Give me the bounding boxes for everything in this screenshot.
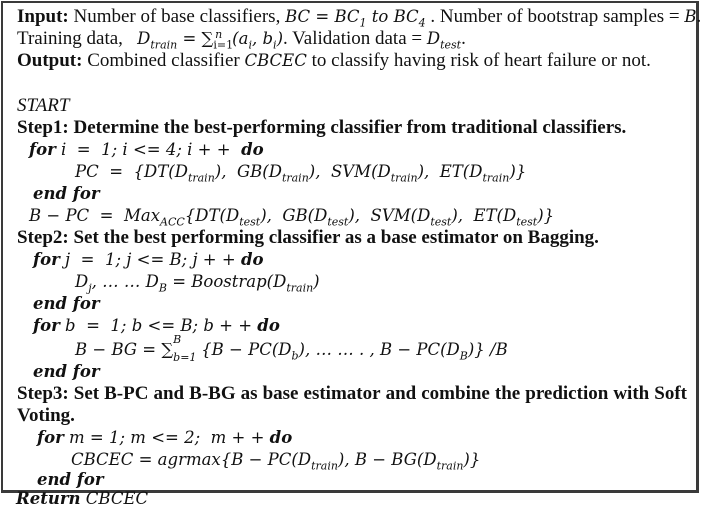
d-train-expression: $D_{train} = \sum_{i=1}^n$ ($a_i$, $b_i$) [137,27,283,52]
step3-title: Step3: Set B-PC and B-BG as base estimator and combine the prediction with Soft [17,383,687,404]
input-label: Input: [17,6,69,27]
start-label: START [17,95,70,116]
step3-for-line: for m = 1; m <= 2; m + + do [37,428,293,447]
step2-bootstrap-line: $D_j$, … … $D_B$ = $Boostrap(D_{train})$ [75,272,320,295]
step2-end-for-1: end for [33,294,100,313]
step1-for-line: for i = 1; i <= 4; i + + do [29,140,264,159]
output-line: Output: Combined classifier CBCEC to classify having risk of heart failure or not. [17,50,651,71]
algorithm-box [1,1,702,493]
output-label: Output: [17,50,83,71]
training-line: Training data, $D_{train} = \sum_{i=1}^n$ ($a_i$, $b_i$). Validation data = $D_{test}$. [17,27,466,52]
bc-expression: BC = $BC_1$ to $BC_4$ [285,7,426,30]
input-line: Input: Number of base classifiers, BC = $BC_1$ to $BC_4$ . Number of bootstrap samples = B. [17,6,702,30]
step1-bpc-line: B − PC = $Max_{ACC}\{DT(D_{test})$, $GB(D_{test})$, $SVM(D_{test})$, $ET(D_{test})$} [29,206,555,229]
step1-title: Step1: Determine the best-performing classifier from traditional classifiers. [17,117,627,138]
step2-for-j-line: for j = 1; j <= B; j + + do [33,250,264,269]
step3-title-cont: Voting. [17,405,75,426]
step3-cbcec-line: CBCEC = $agrmax\{B - PC(D_{train})$, $B - BG(D_{train})$} [71,450,481,473]
step2-end-for-2: end for [33,362,100,381]
step1-end-for: end for [33,184,100,203]
step3-end-for: end for [37,470,104,489]
step2-title: Step2: Set the best performing classifier as a base estimator on Bagging. [17,227,599,248]
step2-for-b-line: for b = 1; b <= B; b + + do [33,316,280,335]
step2-bbg-line: B − BG = ∑ B b=1 {$B - PC(D_b)$, … … . , $B - PC(D_B)$} /B [75,333,508,364]
step1-pc-line: PC = {$DT(D_{train})$, $GB(D_{train})$, $SVM(D_{train})$, $ET(D_{train})$} [75,162,527,185]
return-statement: Return CBCEC [16,489,149,508]
